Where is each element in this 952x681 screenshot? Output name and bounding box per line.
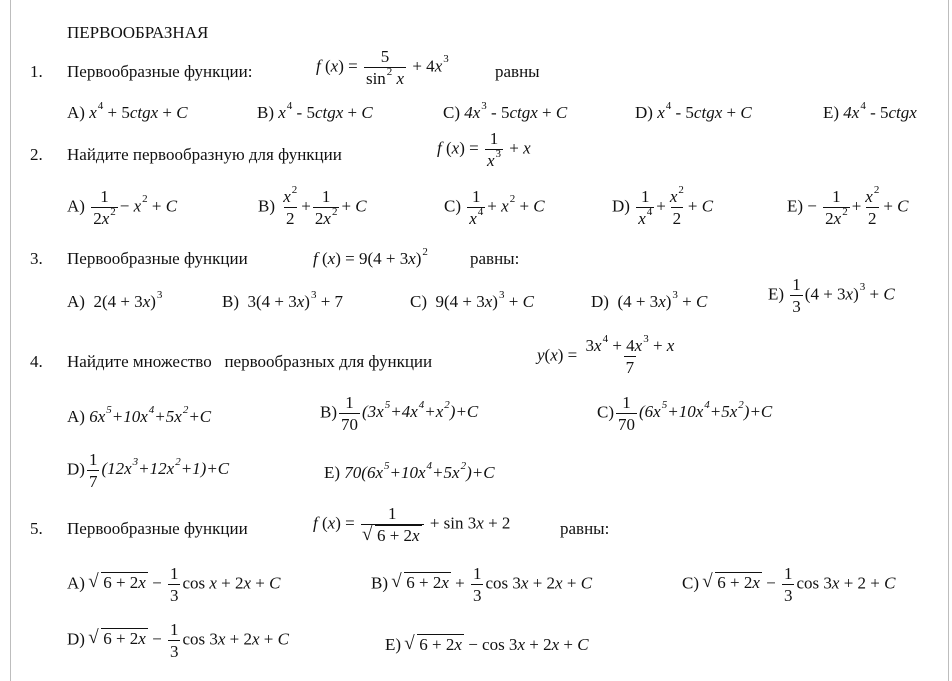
page-title: ПЕРВООБРАЗНАЯ xyxy=(67,23,209,42)
page-margin-right xyxy=(948,0,949,681)
q2-option-d[interactable]: D) $\frac{1}{x^4}$ + $\frac{x^2}{2}$ + C xyxy=(612,184,714,228)
q1-option-a[interactable]: A) $x^4$ + 5ctgx + C xyxy=(67,100,188,122)
q2-option-b[interactable]: B) $\frac{x^2}{2}$ + $\frac{1}{2x^2}$ + C xyxy=(258,184,367,228)
question-1-number: 1. xyxy=(30,62,43,81)
question-5-formula: f (x) = 1 √ 6 + 2x + sin 3x + 2 xyxy=(313,505,510,544)
question-5-suffix: равны: xyxy=(560,519,610,538)
question-3-text: Первообразные функции xyxy=(67,249,248,268)
question-4-text: Найдите множество первообразных для функции xyxy=(67,352,433,371)
page-margin-left xyxy=(10,0,11,681)
question-3-suffix: равны: xyxy=(470,249,520,268)
q4-option-e[interactable]: E) $70(6x^5+10x^4+5x^2)+C$ xyxy=(324,460,495,482)
q2-option-a[interactable]: A) $\frac{1}{2x^2}$ − $x^2 + C$ xyxy=(67,187,178,228)
question-5-number: 5. xyxy=(30,519,43,538)
q4-option-a[interactable]: A) $6x^5+10x^4+5x^2+C$ xyxy=(67,404,212,426)
question-2-formula: f (x) = $\frac{1}{x^3}$ + x xyxy=(437,129,531,170)
q3-option-d[interactable]: D) $(4 + 3x)^3 + C$ xyxy=(591,289,708,311)
q5-option-c[interactable]: C) √ 6 + 2x − $\frac{1}{3}$ cos 3x + 2 + C xyxy=(682,565,895,604)
question-2-number: 2. xyxy=(30,145,43,164)
q3-option-a[interactable]: A) $2(4 + 3x)^3$ xyxy=(67,289,163,311)
q5-option-e[interactable]: E) √ 6 + 2x − cos 3x + 2x + C xyxy=(385,636,589,653)
question-1-formula: f (x) = $\frac{5}{\sin^2 x}$ + $4x^3$ xyxy=(316,47,449,88)
question-4-formula: y(x) = $\frac{3x^4 + 4x^3 + x}{7}$ xyxy=(537,333,675,377)
q1-option-d[interactable]: D) $x^4$ - 5ctgx + C xyxy=(635,100,752,122)
q3-option-e[interactable]: E) $\frac{1}{3}$ $(4 + 3x)^3 + C$ xyxy=(768,275,895,316)
q3-option-c[interactable]: C) $9(4 + 3x)^3 + C$ xyxy=(410,289,534,311)
q1-option-e[interactable]: E) $4x^4$ - 5ctgx xyxy=(823,100,917,122)
question-5-text: Первообразные функции xyxy=(67,519,248,538)
question-3-formula: f $(x) = 9(4 + 3x)^2$ xyxy=(313,246,428,268)
q1-option-b[interactable]: B) $x^4$ - 5ctgx + C xyxy=(257,100,373,122)
q4-option-c[interactable]: C) $\frac{1}{70}$ $(6x^5+10x^4+5x^2)+C$ xyxy=(597,393,773,434)
question-1-suffix: равны xyxy=(495,62,540,81)
question-3-number: 3. xyxy=(30,249,43,268)
question-1-text: Первообразные функции: xyxy=(67,62,253,81)
q4-option-d[interactable]: D) $\frac{1}{7}$ $(12x^3+12x^2+1)+C$ xyxy=(67,450,230,491)
q1-option-c[interactable]: C) $4x^3$ - 5ctgx + C xyxy=(443,100,568,122)
q5-option-b[interactable]: B) √ 6 + 2x + $\frac{1}{3}$ cos 3x + 2x + C xyxy=(371,565,592,604)
q2-option-c[interactable]: C) $\frac{1}{x^4}$ + $x^2 + C$ xyxy=(444,187,545,228)
question-4-number: 4. xyxy=(30,352,43,371)
question-2-text: Найдите первообразную для функции xyxy=(67,145,342,164)
q4-option-b[interactable]: B) $\frac{1}{70}$ $(3x^5+4x^4+x^2)+C$ xyxy=(320,393,479,434)
q3-option-b[interactable]: B) $3(4 + 3x)^3 + 7$ xyxy=(222,289,344,311)
q2-option-e[interactable]: E) − $\frac{1}{2x^2}$ + $\frac{x^2}{2}$ + C xyxy=(787,184,909,228)
q5-option-a[interactable]: A) √ 6 + 2x − $\frac{1}{3}$ cos x + 2x + C xyxy=(67,565,280,604)
q5-option-d[interactable]: D) √ 6 + 2x − $\frac{1}{3}$ cos 3x + 2x + C xyxy=(67,621,289,660)
